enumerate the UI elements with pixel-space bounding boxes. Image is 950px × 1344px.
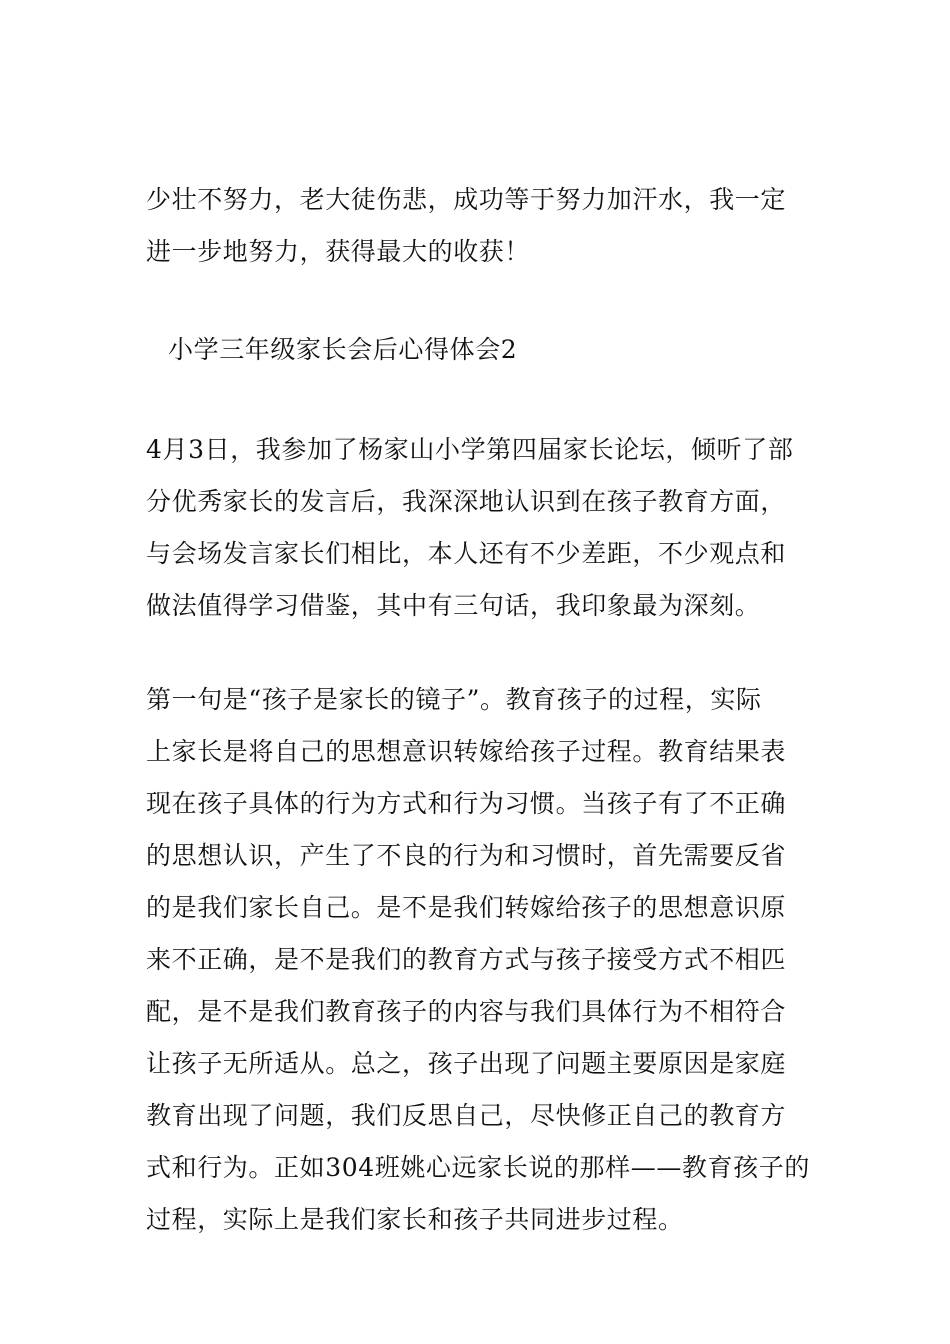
section-title — [168, 324, 832, 376]
text-line: 第一句是“孩子是家长的镜子”。教育孩子的过程，实际 — [146, 685, 762, 714]
text-line: 式和行为。正如304班姚心远家长说的那样——教育孩子的 — [146, 1153, 810, 1182]
text-line: 配，是不是我们教育孩子的内容与我们具体行为不相符合 — [146, 997, 787, 1026]
text-line: 的是我们家长自己。是不是我们转嫁给孩子的思想意识原 — [146, 893, 787, 922]
text-line: 的思想认识，产生了不良的行为和习惯时，首先需要反省 — [146, 841, 787, 870]
text-line: 让孩子无所适从。总之，孩子出现了问题主要原因是家庭 — [146, 1049, 787, 1078]
text-line: 4月3日，我参加了杨家山小学第四届家长论坛，倾听了部 — [146, 435, 794, 464]
text-line: 进一步地努力，获得最大的收获！ — [146, 237, 531, 266]
text-line: 过程，实际上是我们家长和孩子共同进步过程。 — [146, 1205, 684, 1234]
text-line: 少壮不努力，老大徒伤悲，成功等于努力加汗水，我一定 — [146, 185, 787, 214]
paragraph-intro — [146, 424, 810, 632]
section-title-text: 小学三年级家长会后心得体会2 — [168, 335, 518, 364]
text-line: 做法值得学习借鉴，其中有三句话，我印象最为深刻。 — [146, 591, 761, 620]
text-line: 与会场发言家长们相比，本人还有不少差距，不少观点和 — [146, 539, 787, 568]
text-line: 现在孩子具体的行为方式和行为习惯。当孩子有了不正确 — [146, 789, 787, 818]
paragraph-first-sentence — [146, 674, 810, 1246]
text-line: 来不正确，是不是我们的教育方式与孩子接受方式不相匹 — [146, 945, 787, 974]
text-line: 教育出现了问题，我们反思自己，尽快修正自己的教育方 — [146, 1101, 787, 1130]
text-line: 分优秀家长的发言后，我深深地认识到在孩子教育方面， — [146, 487, 787, 516]
paragraph-continued — [146, 174, 810, 278]
text-line: 上家长是将自己的思想意识转嫁给孩子过程。教育结果表 — [146, 737, 787, 766]
